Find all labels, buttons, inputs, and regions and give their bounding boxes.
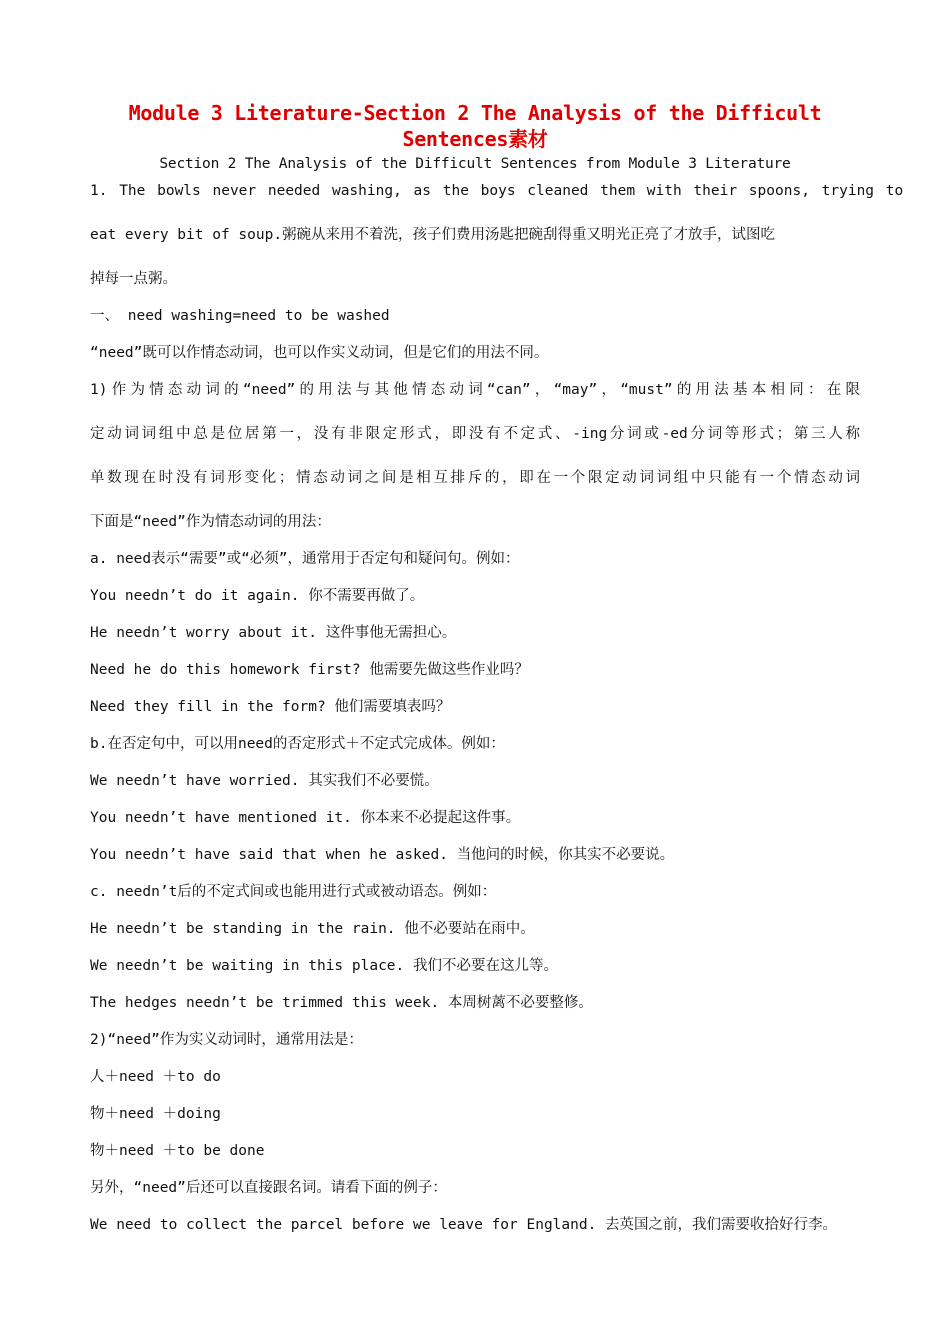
section-heading-one: 一、 need washing=need to be washed <box>90 308 390 324</box>
example-b-1: We needn’t have worried. 其实我们不必要慌。 <box>90 773 439 789</box>
example-c-1: He needn’t be standing in the rain. 他不必要站在雨中。 <box>90 921 535 937</box>
document-body <box>90 180 904 1236</box>
example-a-3: Need he do this homework first? 他需要先做这些作业吗？ <box>90 662 529 678</box>
document-title: Module 3 Literature-Section 2 The Analysis of the Difficult Sentences素材 <box>128 101 822 151</box>
point-b: b.在否定句中，可以用need的否定形式＋不定式完成体。例如： <box>90 736 505 752</box>
pattern-1: 人＋need ＋to do <box>90 1069 221 1085</box>
pattern-2: 物＋need ＋doing <box>90 1106 221 1122</box>
main-verb-intro: 2)“need”作为实义动词时，通常用法是： <box>90 1032 363 1048</box>
modal-paragraph-line-1: 1)作为情态动词的“need”的用法与其他情态动词“can”，“may”，“must”的用法基本相同：在限 <box>90 382 860 398</box>
final-example: We need to collect the parcel before we leave for England. 去英国之前，我们需要收拾好行李。 <box>90 1217 838 1233</box>
noun-note: 另外，“need”后还可以直接跟名词。请看下面的例子： <box>90 1180 447 1196</box>
sentence-1-line-1: 1. The bowls never needed washing, as the boys cleaned them with their spoons, trying to <box>90 183 904 199</box>
example-c-3: The hedges needn’t be trimmed this week. 本周树蓠不必要整修。 <box>90 995 593 1011</box>
sentence-1-line-3: 掉每一点粥。 <box>90 271 177 287</box>
modal-usage-intro: 下面是“need”作为情态动词的用法： <box>90 514 331 530</box>
example-c-2: We needn’t be waiting in this place. 我们不必要在这儿等。 <box>90 958 558 974</box>
document-subtitle: Section 2 The Analysis of the Difficult Sentences from Module 3 Literature <box>159 156 791 172</box>
pattern-3: 物＋need ＋to be done <box>90 1143 265 1159</box>
point-a: a. need表示“需要”或“必须”，通常用于否定句和疑问句。例如： <box>90 551 520 567</box>
example-b-2: You needn’t have mentioned it. 你本来不必提起这件事。 <box>90 810 521 826</box>
example-b-3: You needn’t have said that when he asked. 当他问的时候，你其实不必要说。 <box>90 847 675 863</box>
example-a-4: Need they fill in the form? 他们需要填表吗？ <box>90 699 451 715</box>
example-a-2: He needn’t worry about it. 这件事他无需担心。 <box>90 625 457 641</box>
example-a-1: You needn’t do it again. 你不需要再做了。 <box>90 588 425 604</box>
modal-paragraph-line-3: 单数现在时没有词形变化；情态动词之间是相互排斥的，即在一个限定动词词组中只能有一个情态动词 <box>90 470 860 486</box>
point-c: c. needn’t后的不定式间或也能用进行式或被动语态。例如： <box>90 884 497 900</box>
modal-paragraph-line-2: 定动词词组中总是位居第一，没有非限定形式，即没有不定式、-ing分词或-ed分词等形式；第三人称 <box>90 426 860 442</box>
sentence-1-line-2: eat every bit of soup.粥碗从来用不着洗，孩子们费用汤匙把碗刮得重又明光正亮了才放手，试图吃 <box>90 227 776 243</box>
intro-paragraph: “need”既可以作情态动词，也可以作实义动词，但是它们的用法不同。 <box>90 345 549 361</box>
